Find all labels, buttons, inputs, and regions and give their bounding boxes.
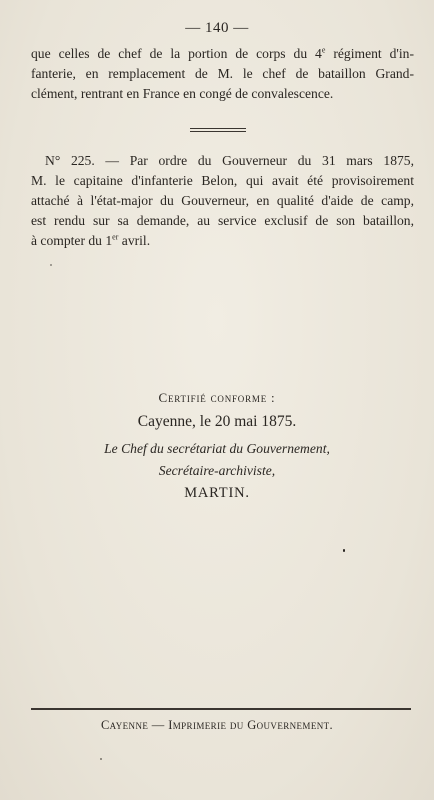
signatory-office: Le Chef du secrétariat du Gouvernement, (104, 441, 330, 456)
ink-speck (343, 549, 345, 552)
paragraph-line: à compter du 1er avril. (31, 232, 151, 248)
paragraph-line: fanterie, en remplacement de M. le chef de bataillon Grand- (31, 66, 414, 81)
footer-rule (31, 708, 411, 710)
paragraph-line: N° 225. — Par ordre du Gouverneur du 31 mars 1875, (45, 153, 414, 168)
ink-speck (50, 264, 52, 266)
printer-imprint: Cayenne — Imprimerie du Gouvernement. (100, 718, 334, 732)
separator-rule (190, 131, 246, 132)
separator-rule (190, 128, 246, 129)
paragraph-continuation (31, 44, 414, 104)
paragraph-line: M. le capitaine d'infanterie Belon, qui avait été provisoirement (31, 173, 414, 188)
city-date-line: Cayenne, le 20 mai 1875. (137, 413, 297, 430)
signatory-title: Secrétaire-archiviste, (158, 463, 276, 478)
ink-speck (100, 758, 102, 760)
paragraph-order-225 (31, 151, 414, 251)
paragraph-line: attaché à l'état-major du Gouverneur, en qualité d'aide de camp, (31, 193, 414, 208)
paragraph-line: que celles de chef de la portion de corps du 4e régiment d'in- (31, 45, 414, 61)
paragraph-line: clément, rentrant en France en congé de convalescence. (31, 86, 334, 101)
certification-heading: Certifié conforme : (158, 390, 276, 405)
page-number: — 140 — (185, 20, 249, 36)
paragraph-line: est rendu sur sa demande, au service exclusif de son bataillon, (31, 213, 414, 228)
signatory-name: MARTIN. (184, 485, 250, 501)
